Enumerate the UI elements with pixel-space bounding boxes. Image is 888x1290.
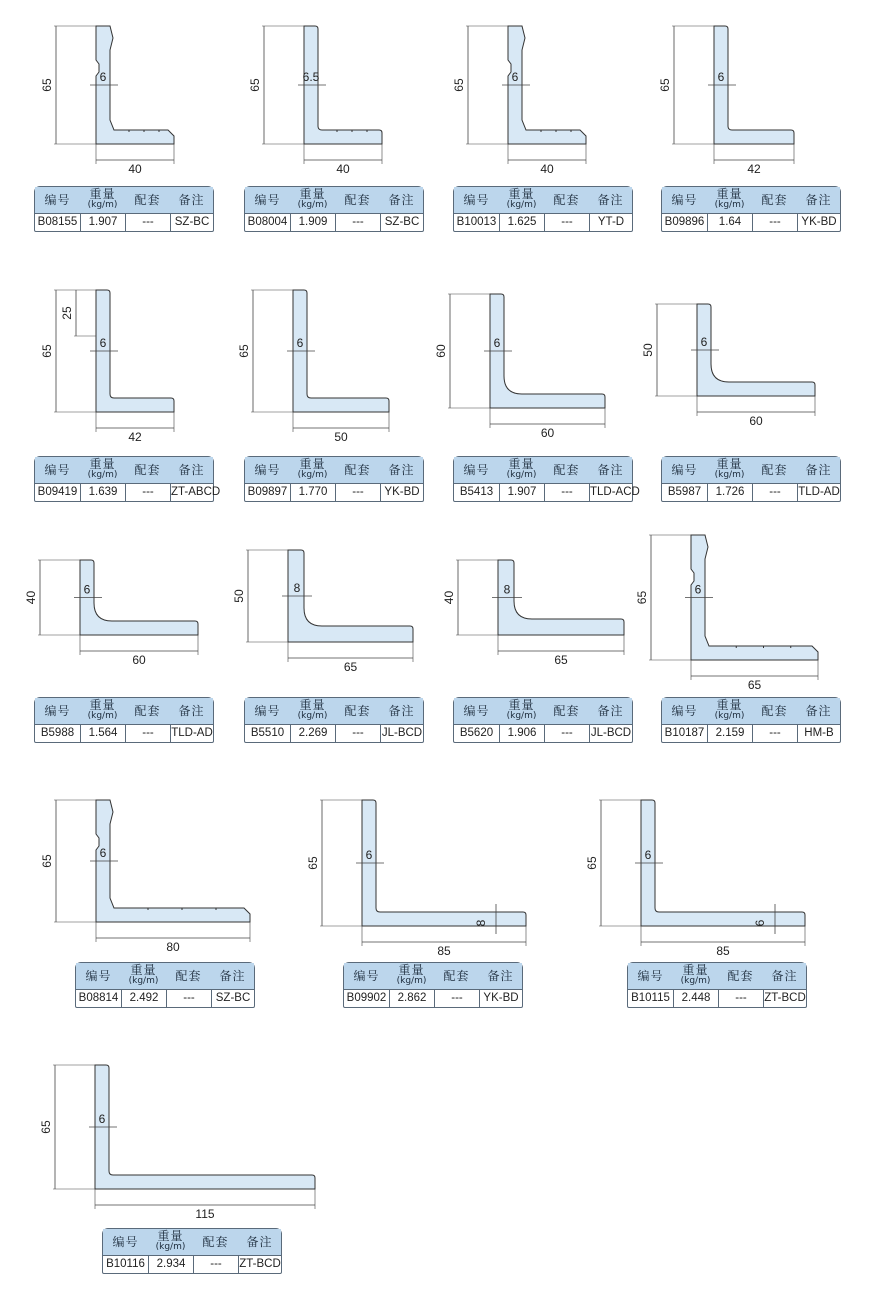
header-weight-label: 重量: [508, 698, 535, 712]
cell-code: B5988: [40, 727, 75, 739]
cell-weight: 2.159: [707, 724, 752, 742]
header-weight: [499, 698, 544, 724]
height-label: 40: [24, 590, 38, 605]
cell-code: B08814: [78, 992, 119, 1004]
spec-table-B09419: [34, 456, 221, 502]
height-label: 65: [658, 78, 672, 92]
header-note: 备注: [487, 969, 514, 983]
header-weight-unit: (kg/m): [714, 200, 745, 210]
spec-table-header: [35, 457, 213, 484]
spec-table-header: [454, 698, 632, 725]
header-weight: [499, 187, 544, 213]
header-weight-unit: (kg/m): [297, 711, 328, 721]
cell-weight: 1.906: [499, 724, 544, 742]
width-label: 42: [747, 162, 761, 176]
header-weight-unit: (kg/m): [87, 200, 118, 210]
spec-table-row: [35, 483, 221, 501]
header-weight-label: 重量: [89, 457, 116, 471]
spec-table-row: [245, 483, 423, 501]
cell-weight: 1.770: [290, 483, 335, 501]
cell-weight: 2.862: [389, 989, 434, 1007]
profile-drawing-B5987: [641, 304, 815, 428]
header-code: 编号: [254, 193, 281, 207]
height-label: 60: [434, 344, 448, 358]
spec-table-header: [35, 698, 213, 725]
header-fitting: 配套: [344, 193, 371, 207]
header-code: 编号: [254, 704, 281, 718]
header-weight-unit: (kg/m): [297, 200, 328, 210]
header-note: 备注: [805, 463, 832, 477]
height-label: 65: [452, 78, 466, 92]
cell-note: ZT-BCD: [763, 989, 806, 1007]
header-weight: [121, 963, 166, 989]
cell-fitting: ---: [335, 724, 380, 742]
spec-table-row: [76, 989, 254, 1007]
height-label: 65: [237, 344, 251, 358]
cell-weight: 2.934: [148, 1255, 193, 1273]
header-weight: [389, 963, 434, 989]
profile-drawing-B10116: [39, 1065, 315, 1221]
header-code: 编号: [671, 463, 698, 477]
width-label: 42: [128, 430, 142, 444]
header-weight: [290, 187, 335, 213]
cell-note: JL-BCD: [380, 724, 423, 742]
spec-table-header: [35, 187, 213, 214]
width-label: 85: [437, 944, 451, 958]
cell-weight: 1.639: [80, 483, 125, 501]
header-code: 编号: [463, 193, 490, 207]
cell-weight: 2.269: [290, 724, 335, 742]
header-weight: [290, 698, 335, 724]
cell-weight: 1.907: [80, 213, 125, 231]
cell-fitting: ---: [544, 724, 589, 742]
width-label: 50: [334, 430, 348, 444]
profile-shape: [95, 1065, 315, 1189]
profile-drawing-B08004: [248, 26, 382, 176]
spec-table-row: [35, 213, 213, 231]
thickness-label: 6: [99, 336, 107, 350]
header-weight: [148, 1229, 193, 1255]
header-code: 编号: [463, 463, 490, 477]
spec-table-row: [344, 989, 522, 1007]
cell-code: B08155: [37, 216, 78, 228]
header-code: 编号: [44, 704, 71, 718]
profile-drawing-B5988: [24, 560, 198, 667]
header-fitting: 配套: [553, 193, 580, 207]
profile-drawing-B5510: [232, 550, 413, 674]
thickness-label: 6: [365, 848, 373, 862]
spec-table-B08814: [75, 962, 255, 1008]
cell-code: B09897: [247, 486, 288, 498]
spec-table-header: [454, 187, 632, 214]
thickness-label: 6: [644, 848, 652, 862]
profile-drawing-B10115: [585, 800, 805, 958]
spec-table-header: [344, 963, 522, 990]
spec-table-B10013: [453, 186, 633, 232]
profile-shape: [96, 800, 250, 922]
profile-drawing-B10187: [635, 535, 818, 692]
header-fitting: 配套: [344, 704, 371, 718]
cell-fitting: ---: [718, 989, 763, 1007]
profile-shape: [641, 800, 805, 926]
header-note: 备注: [178, 704, 205, 718]
header-fitting: 配套: [202, 1235, 229, 1249]
header-weight-unit: (kg/m): [155, 1242, 186, 1252]
header-note: 备注: [597, 463, 624, 477]
profile-shape: [362, 800, 526, 926]
cell-note: TLD-AD: [170, 724, 213, 742]
cell-weight: 1.726: [707, 483, 752, 501]
profile-drawing-B08814: [40, 800, 250, 954]
width-label: 60: [749, 414, 763, 428]
spec-table-row: [662, 213, 840, 231]
cell-note: YK-BD: [380, 483, 423, 501]
header-note: 备注: [178, 463, 205, 477]
header-note: 备注: [771, 969, 798, 983]
header-code: 编号: [85, 969, 112, 983]
profile-drawing-B09896: [658, 26, 794, 176]
cell-code: B10116: [106, 1258, 145, 1270]
header-weight-label: 重量: [299, 457, 326, 471]
cell-fitting: ---: [752, 724, 797, 742]
thickness-label: 6: [717, 70, 725, 84]
thickness-label: 6.5: [302, 70, 320, 84]
header-weight-unit: (kg/m): [680, 976, 711, 986]
cell-note: ZT-ABCD: [170, 483, 213, 501]
cell-code: B5987: [667, 486, 702, 498]
height-label: 65: [248, 78, 262, 92]
cell-weight: 2.492: [121, 989, 166, 1007]
height-label: 65: [306, 856, 320, 870]
height-label: 65: [585, 856, 599, 870]
spec-table-B10116: [102, 1228, 282, 1274]
header-fitting: 配套: [175, 969, 202, 983]
header-weight-label: 重量: [89, 187, 116, 201]
cell-code: B09896: [664, 216, 705, 228]
cell-fitting: ---: [544, 483, 589, 501]
profile-drawing-B10013: [452, 26, 586, 176]
spec-table-row: [628, 989, 806, 1007]
spec-table-B09896: [661, 186, 841, 232]
header-fitting: 配套: [761, 463, 788, 477]
cell-note: YK-BD: [479, 989, 522, 1007]
header-fitting: 配套: [134, 463, 161, 477]
header-weight-label: 重量: [716, 457, 743, 471]
spec-table-header: [662, 187, 840, 214]
height-label: 65: [635, 590, 649, 605]
header-weight-unit: (kg/m): [506, 470, 537, 480]
cell-fitting: ---: [752, 213, 797, 231]
header-fitting: 配套: [553, 463, 580, 477]
height-label: 65: [40, 854, 54, 868]
header-weight: [707, 698, 752, 724]
header-code: 编号: [353, 969, 380, 983]
height-label: 65: [40, 78, 54, 92]
cell-code: B10187: [664, 727, 705, 739]
header-weight-unit: (kg/m): [506, 711, 537, 721]
spec-table-row: [662, 483, 840, 501]
spec-table-header: [662, 457, 840, 484]
header-weight: [673, 963, 718, 989]
cell-code: B09419: [37, 486, 78, 498]
width-label: 65: [747, 678, 762, 692]
header-code: 编号: [112, 1235, 139, 1249]
cell-code: B08004: [247, 216, 288, 228]
cell-weight: 1.64: [707, 213, 752, 231]
header-fitting: 配套: [761, 704, 788, 718]
width-label: 40: [540, 162, 554, 176]
thickness-label: 6: [694, 582, 702, 597]
thickness-label: 6: [98, 1112, 106, 1126]
header-weight-label: 重量: [508, 457, 535, 471]
spec-table-header: [76, 963, 254, 990]
spec-table-header: [245, 187, 423, 214]
width-label: 115: [195, 1207, 215, 1221]
width-label: 60: [540, 426, 555, 440]
cell-note: YK-BD: [797, 213, 840, 231]
cell-fitting: ---: [166, 989, 211, 1007]
cell-fitting: ---: [335, 213, 380, 231]
header-note: 备注: [597, 193, 624, 207]
header-code: 编号: [44, 463, 71, 477]
header-weight-label: 重量: [130, 963, 157, 977]
width-label: 60: [132, 653, 146, 667]
cell-fitting: ---: [752, 483, 797, 501]
top-dim-label: 25: [60, 306, 74, 320]
spec-table-B5413: [453, 456, 640, 502]
header-fitting: 配套: [443, 969, 470, 983]
header-note: 备注: [388, 463, 415, 477]
width-label: 85: [716, 944, 730, 958]
spec-table-row: [245, 724, 423, 742]
cell-code: B5413: [459, 486, 494, 498]
cell-note: ZT-BCD: [238, 1255, 281, 1273]
profile-drawing-B09902: [306, 800, 526, 958]
header-note: 备注: [388, 193, 415, 207]
header-note: 备注: [805, 193, 832, 207]
spec-table-B10187: [661, 697, 841, 743]
profile-drawing-B5620: [442, 560, 624, 667]
header-fitting: 配套: [761, 193, 788, 207]
cell-fitting: ---: [544, 213, 589, 231]
header-weight-label: 重量: [716, 187, 743, 201]
header-weight-unit: (kg/m): [714, 470, 745, 480]
header-fitting: 配套: [344, 463, 371, 477]
cell-note: TLD-AD: [797, 483, 840, 501]
cell-fitting: ---: [193, 1255, 238, 1273]
thickness-label: 8: [503, 582, 511, 597]
spec-table-row: [35, 724, 213, 742]
header-weight-unit: (kg/m): [714, 711, 745, 721]
cell-weight: 1.625: [499, 213, 544, 231]
height-label: 65: [39, 1120, 53, 1134]
spec-table-row: [454, 724, 632, 742]
thickness-label: 8: [293, 581, 301, 595]
spec-table-header: [454, 457, 632, 484]
header-weight-label: 重量: [682, 963, 709, 977]
thickness-label: 6: [700, 335, 708, 349]
header-weight-label: 重量: [89, 698, 116, 712]
header-fitting: 配套: [134, 704, 161, 718]
profile-drawing-B5413: [434, 294, 605, 440]
spec-table-row: [454, 213, 632, 231]
cell-note: JL-BCD: [589, 724, 632, 742]
spec-table-B5510: [244, 697, 424, 743]
header-weight-unit: (kg/m): [128, 976, 159, 986]
cell-weight: 1.907: [499, 483, 544, 501]
spec-table-header: [245, 457, 423, 484]
header-weight: [499, 457, 544, 483]
height-label: 50: [232, 589, 246, 603]
cell-note: TLD-ACD: [589, 483, 632, 501]
cell-fitting: ---: [125, 483, 170, 501]
width-label: 40: [128, 162, 142, 176]
header-fitting: 配套: [727, 969, 754, 983]
header-fitting: 配套: [134, 193, 161, 207]
header-note: 备注: [219, 969, 246, 983]
header-weight: [290, 457, 335, 483]
thickness-label: 6: [511, 70, 519, 84]
header-weight-label: 重量: [716, 698, 743, 712]
header-weight: [80, 187, 125, 213]
cell-fitting: ---: [434, 989, 479, 1007]
header-weight: [80, 457, 125, 483]
header-code: 编号: [671, 193, 698, 207]
cell-code: B10013: [456, 216, 497, 228]
header-note: 备注: [178, 193, 205, 207]
spec-table-header: [245, 698, 423, 725]
header-note: 备注: [805, 704, 832, 718]
cell-note: YT-D: [589, 213, 632, 231]
header-weight-unit: (kg/m): [396, 976, 427, 986]
header-weight-unit: (kg/m): [87, 711, 118, 721]
header-weight: [80, 698, 125, 724]
header-weight-label: 重量: [299, 698, 326, 712]
cell-fitting: ---: [335, 483, 380, 501]
header-code: 编号: [44, 193, 71, 207]
spec-table-row: [662, 724, 840, 742]
spec-table-row: [103, 1255, 281, 1273]
thickness-label: 6: [296, 336, 304, 350]
cell-code: B10115: [631, 992, 670, 1004]
spec-table-B09897: [244, 456, 424, 502]
spec-table-B09902: [343, 962, 523, 1008]
spec-table-header: [628, 963, 806, 990]
header-weight-label: 重量: [398, 963, 425, 977]
spec-table-header: [662, 698, 840, 725]
spec-table-row: [245, 213, 423, 231]
header-weight-label: 重量: [508, 187, 535, 201]
cell-weight: 2.448: [673, 989, 718, 1007]
thickness-label: 6: [99, 70, 107, 84]
cell-code: B5510: [250, 727, 285, 739]
cell-code: B09902: [346, 992, 387, 1004]
header-code: 编号: [671, 704, 698, 718]
thickness-label: 6: [99, 846, 107, 860]
header-weight-label: 重量: [299, 187, 326, 201]
header-weight: [707, 457, 752, 483]
cell-weight: 1.909: [290, 213, 335, 231]
width-label: 65: [343, 660, 358, 674]
spec-table-B08004: [244, 186, 424, 232]
spec-table-B5620: [453, 697, 633, 743]
spec-table-B5988: [34, 697, 214, 743]
header-code: 编号: [637, 969, 664, 983]
header-weight: [707, 187, 752, 213]
profile-drawing-B08155: [40, 26, 174, 176]
cell-note: SZ-BC: [170, 213, 213, 231]
cell-code: B5620: [459, 727, 494, 739]
spec-table-B10115: [627, 962, 807, 1008]
profile-drawing-B09897: [237, 290, 389, 444]
cell-note: SZ-BC: [380, 213, 423, 231]
header-fitting: 配套: [553, 704, 580, 718]
cell-fitting: ---: [125, 213, 170, 231]
cell-note: HM-B: [797, 724, 840, 742]
spec-table-header: [103, 1229, 281, 1256]
height-label: 50: [641, 343, 655, 357]
spec-table-B08155: [34, 186, 214, 232]
width-label: 65: [554, 653, 568, 667]
header-weight-unit: (kg/m): [297, 470, 328, 480]
height-label: 65: [40, 344, 54, 358]
header-weight-unit: (kg/m): [506, 200, 537, 210]
foot-dim-label: 6: [753, 919, 767, 927]
cell-weight: 1.564: [80, 724, 125, 742]
cell-note: SZ-BC: [211, 989, 254, 1007]
width-label: 80: [166, 940, 180, 954]
thickness-label: 6: [493, 336, 501, 350]
header-note: 备注: [597, 704, 624, 718]
profile-drawing-B09419: [40, 290, 174, 444]
header-note: 备注: [246, 1235, 273, 1249]
cell-fitting: ---: [125, 724, 170, 742]
thickness-label: 6: [83, 582, 91, 597]
width-label: 40: [336, 162, 350, 176]
height-label: 40: [442, 590, 456, 605]
header-note: 备注: [388, 704, 415, 718]
header-weight-label: 重量: [157, 1229, 184, 1243]
header-code: 编号: [463, 704, 490, 718]
spec-table-row: [454, 483, 640, 501]
header-weight-unit: (kg/m): [87, 470, 118, 480]
spec-table-B5987: [661, 456, 841, 502]
header-code: 编号: [254, 463, 281, 477]
foot-dim-label: 8: [474, 919, 488, 927]
